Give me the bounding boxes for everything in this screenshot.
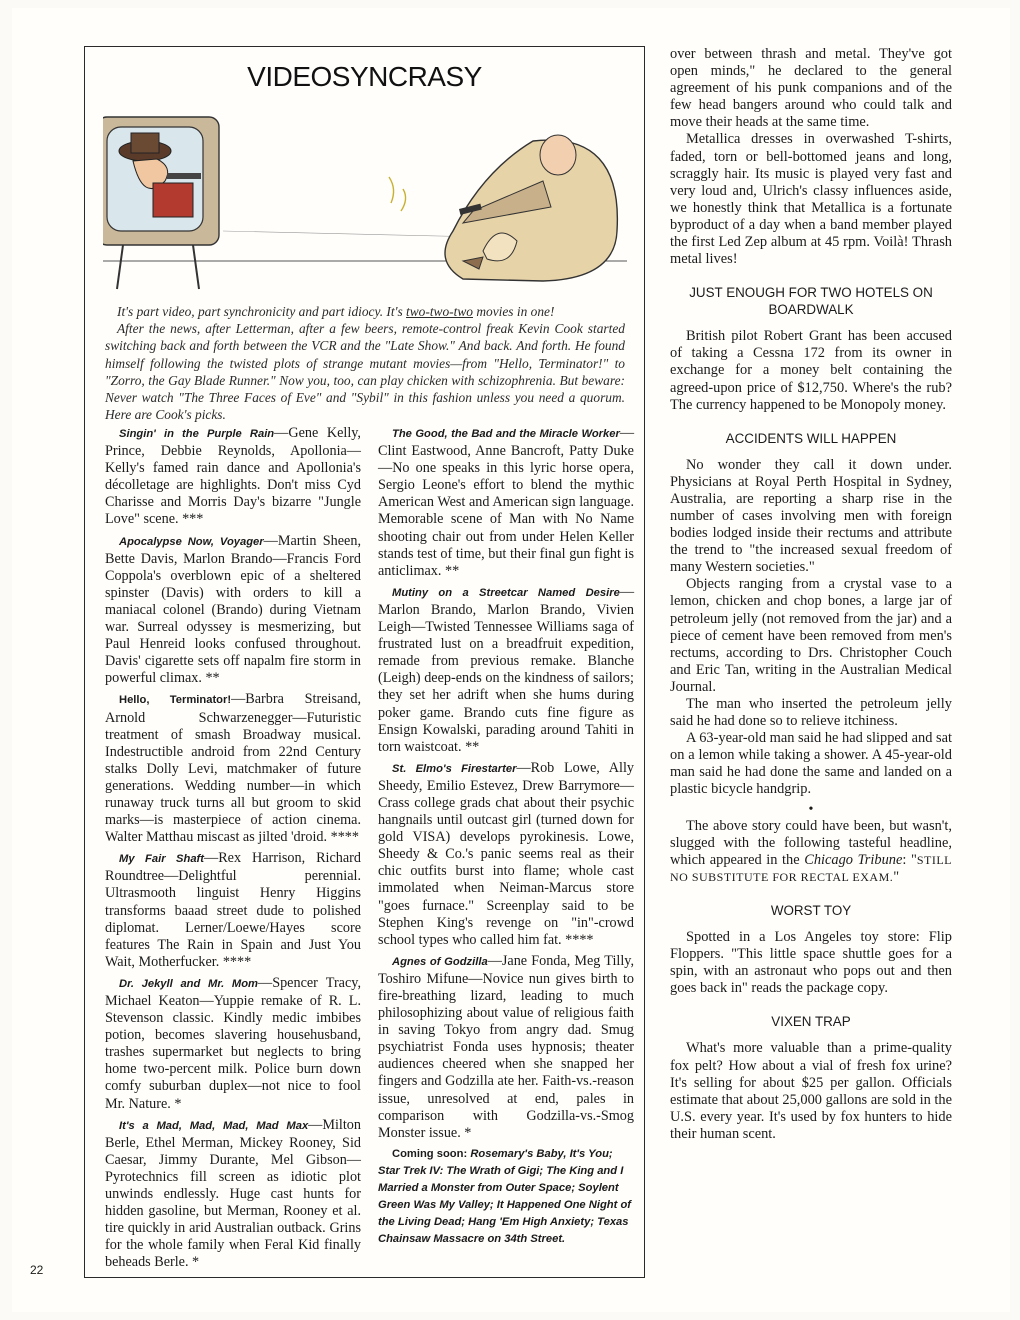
movie-entry: Mutiny on a Streetcar Named Desire—Marlon Brando, Marlon Brando, Vivien Leigh—Twisted Tennessee Williams saga of frustrated lust on a breadfruit expedition, remade from previous remake. Blanche (Leigh) deep-ends on the kindness of sailors; they set her adrift when she hums during poker game. Brando cuts fine figure as Ensign Kowalski, parading around Tahiti in torn waistcoat. ** (378, 583, 634, 755)
movie-entry: It's a Mad, Mad, Mad, Mad Max—Milton Berle, Ethel Merman, Mickey Rooney, Sid Caesar, Jimmy Durante, Mel Gibson—Pyrotechnics fill screen as idiotic plot unwinds endlessly. Huge cast hunts for hidden gasoline, but Merman, Rooney et al. tire quickly in arid Australian outback. Grins for the whole family when Feral Kid finally beheads Berle. * (105, 1116, 361, 1271)
intro-body: After the news, after Letterman, after a few beers, remote-control freak Kevin Cook started switching back and forth between the VCR and the "Late Show." And back. And forth. He found himself following the twisted plots of strange mutant movies—from "Hello, Terminator!" to "Zorro, the Gay Blade Runner." Now you, too, can play chicken with schizophrenia. But beware: Never watch "The Three Faces of Eve" and "Sybil" in this fashion unless you need a quorum. Here are Cook's picks. (105, 321, 625, 423)
right-column (670, 46, 952, 1143)
article-paragraph: British pilot Robert Grant has been accused of taking a Cessna 172 from its owner in exchange for a money belt containing the agreed-upon price of $12,750. Where's the rub? The currency happened to be Monopoly money. (670, 328, 952, 413)
armchair-viewer-drawing (445, 135, 617, 281)
movie-list-middle (378, 425, 634, 1248)
article-paragraph: A 63-year-old man said he had slipped and sat on a lemon while taking a shower. A 45-year-old man said he had done the same and landed on a plastic bicycle handgrip. (670, 730, 952, 798)
movie-entry: Dr. Jekyll and Mr. Mom—Spencer Tracy, Michael Keaton—Yuppie remake of R. L. Stevenson classic. Kindly medic imbibes potion, becomes slavering househusband, trashes supermarket but neglects to bring home two-percent milk. Police burn down comfy suburban duplex—not nice to fool Mr. Nature. * (105, 974, 361, 1112)
section-bullet: • (808, 801, 814, 817)
article-paragraph: The above story could have been, but wasn't, slugged with the following tasteful headline, which appeared in the Chicago Tribune: "STILL NO SUBSTITUTE FOR RECTAL EXAM." (670, 817, 952, 885)
section-heading: WORST TOY (770, 903, 852, 919)
movie-entry: Apocalypse Now, Voyager—Martin Sheen, Bette Davis, Marlon Brando—Francis Ford Coppola's overblown epic of a sheltered spinster (Davis) with orders to kill a maniacal colonel (Brando) during Vietnam war. Surreal odyssey is mesmerizing, but Paul Henreid looks confused throughout. Davis' cigarette sets off napalm fire storm in powerful climax. ** (105, 532, 361, 687)
movie-entry: Singin' in the Purple Rain—Gene Kelly, Prince, Debbie Reynolds, Apollonia—Kelly's famed rain dance and Apollonia's décolletage are highlights. Don't miss Cyd Charisse and Morris Day's bizarre "Jungle Love" scene. *** (105, 425, 361, 528)
section-heading: JUST ENOUGH FOR TWO HOTELS ON BOARDWALK (689, 285, 933, 318)
movie-entry: My Fair Shaft—Rex Harrison, Richard Roundtree—Delightful perennial. Ultrasmooth linguist Henry Higgins transforms baaad street dude to polished diplomat. Lerner/Loewe/Hayes score features The Rain in Spain and Just You Wait, Motherfucker. **** (105, 850, 361, 970)
section-heading: VIXEN TRAP (771, 1014, 851, 1030)
intro-paragraphs (105, 303, 625, 423)
intro-lead: It's part video, part synchronicity and part idiocy. It's two-two-two movies in one! (117, 304, 555, 319)
article-paragraph: Objects ranging from a crystal vase to a lemon, chicken and chop bones, a large jar of petroleum jelly (not removed from the jar) and a piece of cement have been removed from men's rectums, according to Drs. Christopher Couch and Eric Tan, writing in the Australian Medical Journal. (670, 576, 952, 695)
continued-paragraph: over between thrash and metal. They've got open minds," he declared to the general agreement of his punk companions and of the few head bangers around who could talk and move their heads at the same time. (670, 46, 952, 131)
television-drawing (103, 117, 219, 289)
page-title: VIDEOSYNCRASY (247, 61, 482, 92)
article-paragraph: No wonder they call it down under. Physicians at Royal Perth Hospital in Sydney, Australia, are reporting a sharp rise in the number of cases involving men with foreign bodies lodged inside their rectums and attribute the trend to "the increased sexual freedom of many Western societies." (670, 456, 952, 576)
continued-paragraph: Metallica dresses in overwashed T-shirts, faded, torn or bell-bottomed jeans and long, scraggly hair. Its music is played very fast and very loud and, Ulrich's classy influences aside, we honestly think that Metallica is a fortunate byproduct of a day when a band member played the first Led Zep album at 45 rpm. Voilà! Thrash metal lives! (670, 131, 952, 268)
movie-entry: St. Elmo's Firestarter—Rob Lowe, Ally Sheedy, Emilio Estevez, Drew Barrymore—Crass college grads chat about their psychic hangnails until outcast girl (turned down for gold VISA) develops pyrokinesis. Lowe, Sheedy & Co.'s panic seems real as their chic outfits burst into flame; whole cast immolated when Neiman-Marcus store "goes furnace." Screenplay said to be Stephen King's revenge on "in"-crowd school types who called him fat. **** (378, 759, 634, 948)
tv-viewer-illustration (103, 111, 627, 297)
movie-entry: Hello, Terminator!—Barbra Streisand, Arnold Schwarzenegger—Futuristic treatment of smash Broadway musical. Indestructible android from 22nd Century stalks Dolly Levi, matchmaker of future generations. Wedding number—in which runaway truck turns all but groom to skid marks—is masterpiece of action cinema. Walter Matthau miscast as jilted 'droid. **** (105, 691, 361, 846)
article-paragraph: The man who inserted the petroleum jelly said he had done so to relieve itchiness. (670, 696, 952, 730)
movie-entry: Agnes of Godzilla—Jane Fonda, Meg Tilly, Toshiro Mifune—Novice nun gives birth to fire-breathing lizard, leading to much philosophizing about value of religious faith in saving Tokyo from angry dad. Smug psychiatrist Fonda uses hypnosis; theater audiences cheered when she snapped her fingers and Godzilla ate her. Faith-vs.-reason issue, unresolved at end, pales in comparison with Godzilla-vs.-Smog Monster issue. * (378, 952, 635, 1141)
page-number: 22 (30, 1263, 44, 1277)
article-paragraph: Spotted in a Los Angeles toy store: Flip Floppers. "This little space shuttle goes for a spin, with an astronaut who pops out and then goes back in" reads the package copy. (670, 929, 952, 997)
movie-list-left (105, 425, 361, 1276)
movie-entry: The Good, the Bad and the Miracle Worker—Clint Eastwood, Anne Bancroft, Patty Duke—No one speaks in this lyric horse opera, Sergio Leone's effort to blend the mythic American West and American sign language. Memorable scene of Man with No Name shooting chair out from under Helen Keller stands test of time, but their final gun fight is anticlimax. ** (378, 425, 634, 579)
article-paragraph: What's more valuable than a prime-quality fox pelt? How about a vial of fresh fox urine? It's selling for about $25 per gallon. Officials estimate that about 25,000 gallons are sold in the U.S. every year. It's used by fox hunters to hide their human scent. (670, 1040, 952, 1142)
coming-soon-list: Coming soon: Rosemary's Baby, It's You; Star Trek IV: The Wrath of Gigi; The King and I Married a Monster from Outer Space; Soylent Green Was My Valley; It Happened One Night of the Living Dead; Hang 'Em High Anxiety; Texas Chainsaw Massacre on 34th Street. (378, 1147, 632, 1246)
videosyncrasy-box (84, 46, 645, 1278)
section-heading: ACCIDENTS WILL HAPPEN (725, 430, 897, 446)
